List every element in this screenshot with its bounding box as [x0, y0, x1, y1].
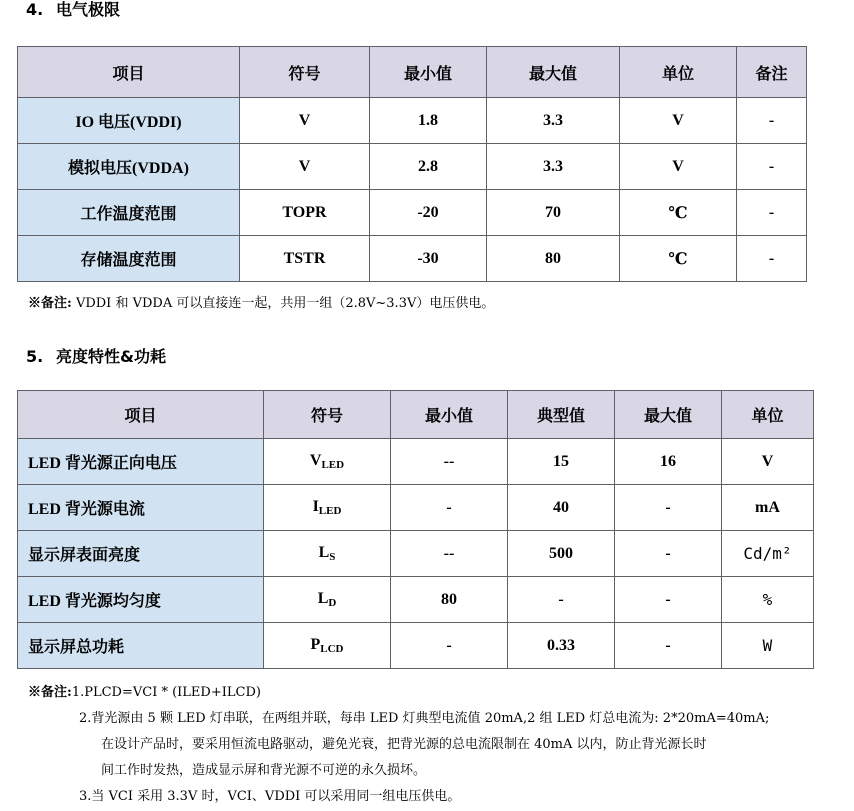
cell-max: 70 — [487, 190, 620, 236]
cell-symbol — [264, 577, 391, 623]
cell-item: 模拟电压(VDDA) — [18, 144, 240, 190]
remark-1-text: 1.PLCD=VCI * (ILED+ILCD) — [71, 685, 261, 700]
cell-max: 16 — [615, 439, 722, 485]
cell-unit: V — [620, 98, 737, 144]
cell-unit: W — [722, 623, 814, 669]
table-row — [18, 236, 807, 282]
symbol-main: P — [310, 636, 321, 653]
col-header-unit: 单位 — [722, 391, 814, 439]
cell-unit: Cd/m² — [722, 531, 814, 577]
cell-item: LED 背光源电流 — [18, 485, 264, 531]
symbol-main: V — [309, 452, 322, 469]
col-header-max: 最大值 — [487, 47, 620, 98]
table-row — [18, 144, 807, 190]
cell-item: LED 背光源正向电压 — [18, 439, 264, 485]
table-header-row — [18, 391, 814, 439]
cell-typ: - — [508, 577, 615, 623]
section-5-remark-2-line-2: 在设计产品时，要采用恒流电路驱动，避免光衰，把背光源的总电流限制在 40mA 以内，防止背光源长时 — [101, 737, 707, 752]
section-5-number: 5. — [26, 347, 44, 366]
cell-item: LED 背光源均匀度 — [18, 577, 264, 623]
section-4-heading — [26, 0, 120, 20]
cell-symbol — [264, 623, 391, 669]
cell-note: - — [737, 190, 807, 236]
table-header-row — [18, 47, 807, 98]
section-5-remark-2-line-3: 间工作时发热，造成显示屏和背光源不可逆的永久损坏。 — [101, 763, 427, 778]
col-header-typ: 典型值 — [508, 391, 615, 439]
cell-typ: 0.33 — [508, 623, 615, 669]
cell-max: - — [615, 623, 722, 669]
col-header-max: 最大值 — [615, 391, 722, 439]
col-header-item: 项目 — [18, 391, 264, 439]
symbol-main: L — [318, 544, 330, 561]
cell-max: 3.3 — [487, 98, 620, 144]
cell-symbol: V — [240, 144, 370, 190]
cell-note: - — [737, 236, 807, 282]
cell-max: 80 — [487, 236, 620, 282]
table-row — [18, 623, 814, 669]
section-5-remark-2-line-1: 2.背光源由 5 颗 LED 灯串联，在两组并联，每串 LED 灯典型电流值 20mA,2 组 LED 灯总电流为: 2*20mA=40mA; — [79, 711, 770, 726]
table-row — [18, 577, 814, 623]
col-header-min: 最小值 — [370, 47, 487, 98]
symbol-subscript: LCD — [320, 643, 344, 655]
cell-note: - — [737, 144, 807, 190]
table-row — [18, 485, 814, 531]
section-4-title: 电气极限 — [56, 0, 121, 19]
cell-typ: 500 — [508, 531, 615, 577]
cell-min: 80 — [391, 577, 508, 623]
col-header-unit: 单位 — [620, 47, 737, 98]
cell-max: 3.3 — [487, 144, 620, 190]
symbol-subscript: S — [329, 551, 336, 563]
cell-typ: 15 — [508, 439, 615, 485]
remark-text: VDDI 和 VDDA 可以直接连一起，共用一组（2.8V~3.3V）电压供电。 — [71, 296, 495, 311]
cell-unit: % — [722, 577, 814, 623]
col-header-note: 备注 — [737, 47, 807, 98]
section-5-remark-1 — [28, 681, 261, 700]
cell-symbol — [264, 485, 391, 531]
cell-unit: mA — [722, 485, 814, 531]
cell-symbol: TOPR — [240, 190, 370, 236]
electrical-limits-table — [17, 46, 807, 282]
cell-note: - — [737, 98, 807, 144]
cell-item: IO 电压(VDDI) — [18, 98, 240, 144]
col-header-symbol: 符号 — [240, 47, 370, 98]
cell-min: -- — [391, 439, 508, 485]
table-row — [18, 439, 814, 485]
table-row — [18, 190, 807, 236]
cell-symbol — [264, 531, 391, 577]
cell-symbol: V — [240, 98, 370, 144]
table-row — [18, 98, 807, 144]
cell-min: - — [391, 485, 508, 531]
cell-min: -- — [391, 531, 508, 577]
cell-unit: ℃ — [620, 236, 737, 282]
cell-min: 1.8 — [370, 98, 487, 144]
section-5-remark-3: 3.当 VCI 采用 3.3V 时，VCI、VDDI 可以采用同一组电压供电。 — [79, 789, 461, 804]
brightness-power-table — [17, 390, 814, 669]
cell-item: 存储温度范围 — [18, 236, 240, 282]
cell-item: 显示屏表面亮度 — [18, 531, 264, 577]
col-header-min: 最小值 — [391, 391, 508, 439]
cell-item: 显示屏总功耗 — [18, 623, 264, 669]
remark-label: ※备注: — [28, 685, 72, 700]
col-header-symbol: 符号 — [264, 391, 391, 439]
table-row — [18, 531, 814, 577]
symbol-main: L — [317, 590, 329, 607]
cell-max: - — [615, 577, 722, 623]
col-header-item: 项目 — [18, 47, 240, 98]
remark-label: ※备注: — [28, 296, 72, 311]
section-5-heading — [26, 344, 166, 367]
section-5-title: 亮度特性&功耗 — [56, 347, 166, 366]
cell-min: -20 — [370, 190, 487, 236]
cell-unit: V — [722, 439, 814, 485]
cell-max: - — [615, 531, 722, 577]
cell-item: 工作温度范围 — [18, 190, 240, 236]
cell-unit: ℃ — [620, 190, 737, 236]
symbol-subscript: LED — [318, 505, 342, 517]
section-4-remark — [28, 292, 494, 311]
cell-max: - — [615, 485, 722, 531]
cell-symbol — [264, 439, 391, 485]
cell-min: -30 — [370, 236, 487, 282]
symbol-main: I — [312, 498, 319, 515]
symbol-subscript: D — [328, 597, 337, 609]
cell-min: 2.8 — [370, 144, 487, 190]
cell-min: - — [391, 623, 508, 669]
cell-unit: V — [620, 144, 737, 190]
section-4-number: 4. — [26, 0, 44, 19]
cell-symbol: TSTR — [240, 236, 370, 282]
symbol-subscript: LED — [321, 459, 345, 471]
cell-typ: 40 — [508, 485, 615, 531]
